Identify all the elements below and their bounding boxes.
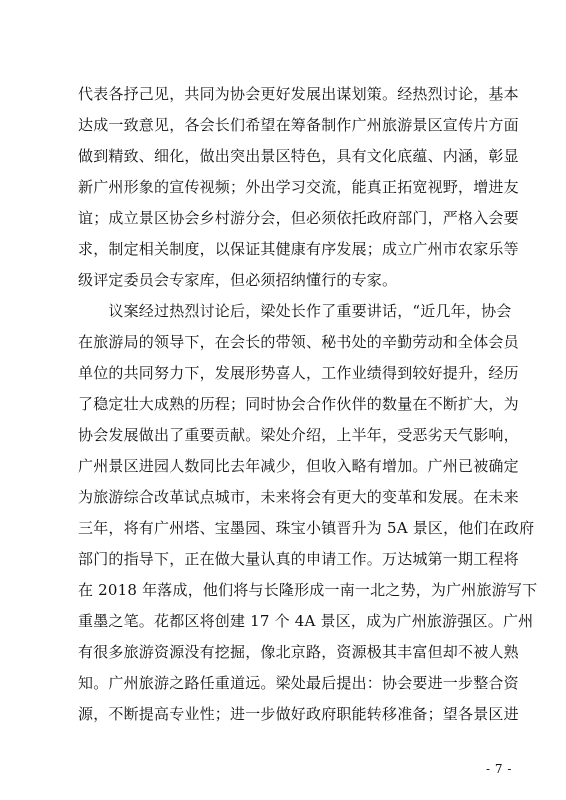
paragraph-line: 为旅游综合改革试点城市，未来将会有更大的变革和发展。在未来 <box>78 488 519 506</box>
paragraph-line: 了稳定壮大成熟的历程；同时协会合作伙伴的数量在不断扩大，为 <box>78 395 519 413</box>
paragraph-line: 在 2018 年落成，他们将与长隆形成一南一北之势，为广州旅游写下 <box>78 581 538 599</box>
paragraph-line: 重墨之笔。花都区将创建 17 个 4A 景区，成为广州旅游强区。广州 <box>78 612 534 630</box>
paragraph-line: 新广州形象的宣传视频；外出学习交流，能真正拓宽视野，增进友 <box>78 178 519 196</box>
paragraph-line: 代表各抒己见，共同为协会更好发展出谋划策。经热烈讨论，基本 <box>78 85 519 103</box>
paragraph-line: 级评定委员会专家库，但必须招纳懂行的专家。 <box>78 271 398 289</box>
paragraph-line: 在旅游局的领导下，在会长的带领、秘书处的辛勤劳动和全体会员 <box>78 333 519 351</box>
paragraph-line: 三年，将有广州塔、宝墨园、珠宝小镇晋升为 5A 景区，他们在政府 <box>78 519 535 537</box>
paragraph-line: 协会发展做出了重要贡献。梁处介绍，上半年，受恶劣天气影响， <box>78 426 519 444</box>
paragraph-line: 广州景区进园人数同比去年减少，但收入略有增加。广州已被确定 <box>78 457 519 475</box>
paragraph-2 <box>78 296 538 730</box>
paragraph-line: 有很多旅游资源没有挖掘，像北京路，资源极其丰富但却不被人熟 <box>78 643 519 661</box>
paragraph-line: 部门的指导下，正在做大量认真的申请工作。万达城第一期工程将 <box>78 550 519 568</box>
paragraph-line: 达成一致意见，各会长们希望在筹备制作广州旅游景区宣传片方面 <box>78 116 519 134</box>
page-number: - 7 - <box>486 762 512 776</box>
paragraph-line: 求，制定相关制度，以保证其健康有序发展；成立广州市农家乐等 <box>78 240 519 258</box>
paragraph-line: 源，不断提高专业性；进一步做好政府职能转移准备；望各景区进 <box>78 705 519 723</box>
paragraph-line: 单位的共同努力下，发展形势喜人，工作业绩得到较好提升，经历 <box>78 364 519 382</box>
paragraph-line: 知。广州旅游之路任重道远。梁处最后提出：协会要进一步整合资 <box>78 674 519 692</box>
paragraph-1 <box>78 79 519 296</box>
paragraph-line: 谊；成立景区协会乡村游分会，但必须依托政府部门，严格入会要 <box>78 209 519 227</box>
paragraph-line: 做到精致、细化，做出突出景区特色，具有文化底蕴、内涵，彰显 <box>78 147 519 165</box>
paragraph-line: 议案经过热烈讨论后，梁处长作了重要讲话，“近几年，协会 <box>78 302 512 320</box>
